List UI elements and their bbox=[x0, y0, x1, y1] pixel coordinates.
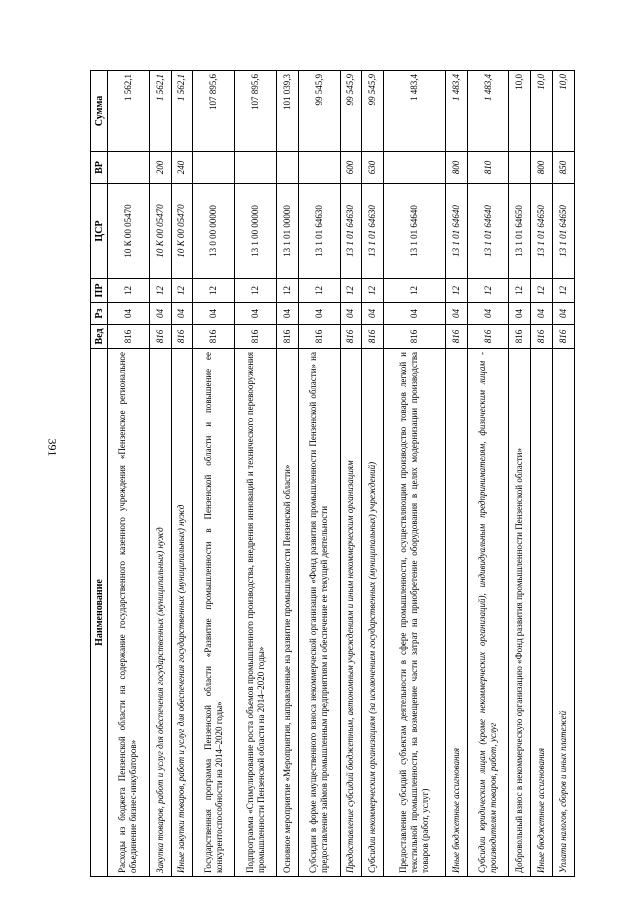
cell-rz: 04 bbox=[171, 303, 193, 325]
cell-rz: 04 bbox=[108, 303, 150, 325]
cell-csr: 13 1 01 64640 bbox=[467, 184, 509, 279]
cell-vr: 810 bbox=[467, 152, 509, 184]
table-row bbox=[531, 71, 553, 877]
cell-csr: 13 1 01 64650 bbox=[531, 184, 553, 279]
cell-csr: 13 1 01 64630 bbox=[340, 184, 362, 279]
cell-rz: 04 bbox=[362, 303, 384, 325]
cell-ved: 816 bbox=[531, 325, 553, 349]
cell-rz: 04 bbox=[276, 303, 298, 325]
cell-ved: 816 bbox=[193, 325, 235, 349]
cell-name: Иные бюджетные ассигнования bbox=[531, 349, 553, 877]
cell-name: Иные закупки товаров, работ и услуг для обеспечения государственных (муниципальных) нужд bbox=[171, 349, 193, 877]
cell-csr: 13 1 01 64650 bbox=[509, 184, 531, 279]
cell-rz: 04 bbox=[531, 303, 553, 325]
header-rz: Рз bbox=[91, 303, 108, 325]
cell-ved: 816 bbox=[276, 325, 298, 349]
cell-name: Основное мероприятие «Мероприятия, направленные на развитие промышленности Пензенской области» bbox=[276, 349, 298, 877]
table-row bbox=[467, 71, 509, 877]
cell-sum: 1 562,1 bbox=[108, 71, 150, 152]
budget-table bbox=[90, 70, 575, 877]
cell-pr: 12 bbox=[193, 279, 235, 303]
table-row bbox=[235, 71, 277, 877]
cell-sum: 99 545,9 bbox=[340, 71, 362, 152]
cell-csr: 10 К 00 05470 bbox=[171, 184, 193, 279]
cell-pr: 12 bbox=[108, 279, 150, 303]
cell-pr: 12 bbox=[509, 279, 531, 303]
rotated-page bbox=[90, 71, 575, 877]
cell-vr: 630 bbox=[362, 152, 384, 184]
cell-pr: 12 bbox=[445, 279, 467, 303]
cell-rz: 04 bbox=[298, 303, 340, 325]
cell-sum: 10,0 bbox=[509, 71, 531, 152]
cell-ved: 816 bbox=[362, 325, 384, 349]
cell-sum: 1 562,1 bbox=[149, 71, 171, 152]
cell-pr: 12 bbox=[340, 279, 362, 303]
cell-rz: 04 bbox=[340, 303, 362, 325]
cell-ved: 816 bbox=[298, 325, 340, 349]
cell-ved: 816 bbox=[509, 325, 531, 349]
cell-name: Субсидии юридическим лицам (кроме некоммерческих организаций), индивидуальным предпринимателям, физическим лицам - производителям товаров, работ, услуг bbox=[467, 349, 509, 877]
cell-ved: 816 bbox=[171, 325, 193, 349]
cell-csr: 13 1 01 64630 bbox=[298, 184, 340, 279]
cell-ved: 816 bbox=[340, 325, 362, 349]
header-csr: ЦСР bbox=[91, 184, 108, 279]
cell-vr bbox=[384, 152, 446, 184]
cell-rz: 04 bbox=[193, 303, 235, 325]
cell-vr bbox=[298, 152, 340, 184]
cell-pr: 12 bbox=[298, 279, 340, 303]
table-row bbox=[445, 71, 467, 877]
cell-csr: 13 1 01 64640 bbox=[384, 184, 446, 279]
cell-vr bbox=[276, 152, 298, 184]
cell-vr: 200 bbox=[149, 152, 171, 184]
cell-pr: 12 bbox=[235, 279, 277, 303]
page-number: 391 bbox=[45, 438, 60, 457]
cell-name: Закупка товаров, работ и услуг для обеспечения государственных (муниципальных) нужд bbox=[149, 349, 171, 877]
cell-sum: 1 483,4 bbox=[384, 71, 446, 152]
table-row bbox=[340, 71, 362, 877]
cell-rz: 04 bbox=[149, 303, 171, 325]
cell-csr: 13 1 00 00000 bbox=[235, 184, 277, 279]
cell-pr: 12 bbox=[553, 279, 575, 303]
cell-sum: 10,0 bbox=[553, 71, 575, 152]
header-name: Наименование bbox=[91, 349, 108, 877]
header-ved: Вед bbox=[91, 325, 108, 349]
cell-sum: 1 483,4 bbox=[467, 71, 509, 152]
cell-sum: 99 545,9 bbox=[362, 71, 384, 152]
table-row bbox=[384, 71, 446, 877]
table-row bbox=[171, 71, 193, 877]
cell-csr: 13 1 01 64640 bbox=[445, 184, 467, 279]
cell-sum: 101 039,3 bbox=[276, 71, 298, 152]
cell-ved: 816 bbox=[235, 325, 277, 349]
table-row bbox=[298, 71, 340, 877]
cell-sum: 99 545,9 bbox=[298, 71, 340, 152]
cell-ved: 816 bbox=[467, 325, 509, 349]
cell-vr: 800 bbox=[531, 152, 553, 184]
table-row bbox=[553, 71, 575, 877]
cell-rz: 04 bbox=[235, 303, 277, 325]
cell-pr: 12 bbox=[149, 279, 171, 303]
cell-ved: 816 bbox=[108, 325, 150, 349]
cell-ved: 816 bbox=[445, 325, 467, 349]
cell-vr: 850 bbox=[553, 152, 575, 184]
cell-csr: 13 0 00 00000 bbox=[193, 184, 235, 279]
cell-vr bbox=[193, 152, 235, 184]
cell-name: Предоставление субсидий бюджетным, автономным учреждениям и иным некоммерческим организациям bbox=[340, 349, 362, 877]
cell-name: Субсидии некоммерческим организациям (за исключением государственных (муниципальных) учреждений) bbox=[362, 349, 384, 877]
cell-rz: 04 bbox=[445, 303, 467, 325]
header-pr: ПР bbox=[91, 279, 108, 303]
cell-csr: 10 К 00 05470 bbox=[108, 184, 150, 279]
cell-pr: 12 bbox=[467, 279, 509, 303]
table-row bbox=[362, 71, 384, 877]
cell-sum: 107 895,6 bbox=[193, 71, 235, 152]
cell-name: Расходы из бюджета Пензенской области на содержание государственного казенного учреждения «Пензенское региональное объединение бизнес-инкубаторов» bbox=[108, 349, 150, 877]
cell-pr: 12 bbox=[384, 279, 446, 303]
cell-vr bbox=[108, 152, 150, 184]
cell-ved: 816 bbox=[149, 325, 171, 349]
cell-name: Уплата налогов, сборов и иных платежей bbox=[553, 349, 575, 877]
cell-name: Предоставление субсидий субъектам деятельности в сфере промышленности, осуществляющим производство товаров легкой и текстильной промышленности, на возмещение части затрат на приобретение оборудования в целях модернизации производства товаров (работ, услуг) bbox=[384, 349, 446, 877]
cell-rz: 04 bbox=[467, 303, 509, 325]
cell-pr: 12 bbox=[276, 279, 298, 303]
cell-name: Государственная программа Пензенской области «Развитие промышленности в Пензенской области и повышение ее конкурентоспособности на 2014–2020 годы» bbox=[193, 349, 235, 877]
header-vr: ВР bbox=[91, 152, 108, 184]
cell-vr bbox=[509, 152, 531, 184]
table-row bbox=[193, 71, 235, 877]
table-row bbox=[108, 71, 150, 877]
cell-csr: 13 1 01 64650 bbox=[553, 184, 575, 279]
cell-sum: 1 562,1 bbox=[171, 71, 193, 152]
cell-ved: 816 bbox=[384, 325, 446, 349]
cell-name: Добровольный взнос в некоммерческую организацию «Фонд развития промышленности Пензенской области» bbox=[509, 349, 531, 877]
cell-vr: 800 bbox=[445, 152, 467, 184]
cell-sum: 1 483,4 bbox=[445, 71, 467, 152]
cell-sum: 10,0 bbox=[531, 71, 553, 152]
cell-pr: 12 bbox=[171, 279, 193, 303]
table-body bbox=[108, 71, 575, 877]
cell-name: Подпрограмма «Стимулирование роста объемов промышленного производства, внедрения инноваций и технического перевооружения промышленности Пензенской области на 2014–2020 годы» bbox=[235, 349, 277, 877]
cell-rz: 04 bbox=[384, 303, 446, 325]
table-row bbox=[149, 71, 171, 877]
cell-sum: 107 895,6 bbox=[235, 71, 277, 152]
cell-rz: 04 bbox=[553, 303, 575, 325]
cell-name: Субсидии в форме имущественного взноса некоммерческой организации «Фонд развития промышленности Пензенской области» на предоставление займов промышленным предприятиям и обеспечение ее текущей деятельности bbox=[298, 349, 340, 877]
cell-vr: 600 bbox=[340, 152, 362, 184]
cell-vr: 240 bbox=[171, 152, 193, 184]
cell-rz: 04 bbox=[509, 303, 531, 325]
cell-csr: 13 1 01 64630 bbox=[362, 184, 384, 279]
header-sum: Сумма bbox=[91, 71, 108, 152]
table-row bbox=[509, 71, 531, 877]
cell-csr: 10 К 00 05470 bbox=[149, 184, 171, 279]
cell-name: Иные бюджетные ассигнования bbox=[445, 349, 467, 877]
cell-ved: 816 bbox=[553, 325, 575, 349]
table-row bbox=[276, 71, 298, 877]
cell-pr: 12 bbox=[362, 279, 384, 303]
cell-pr: 12 bbox=[531, 279, 553, 303]
cell-csr: 13 1 01 00000 bbox=[276, 184, 298, 279]
header-row bbox=[91, 71, 108, 877]
cell-vr bbox=[235, 152, 277, 184]
